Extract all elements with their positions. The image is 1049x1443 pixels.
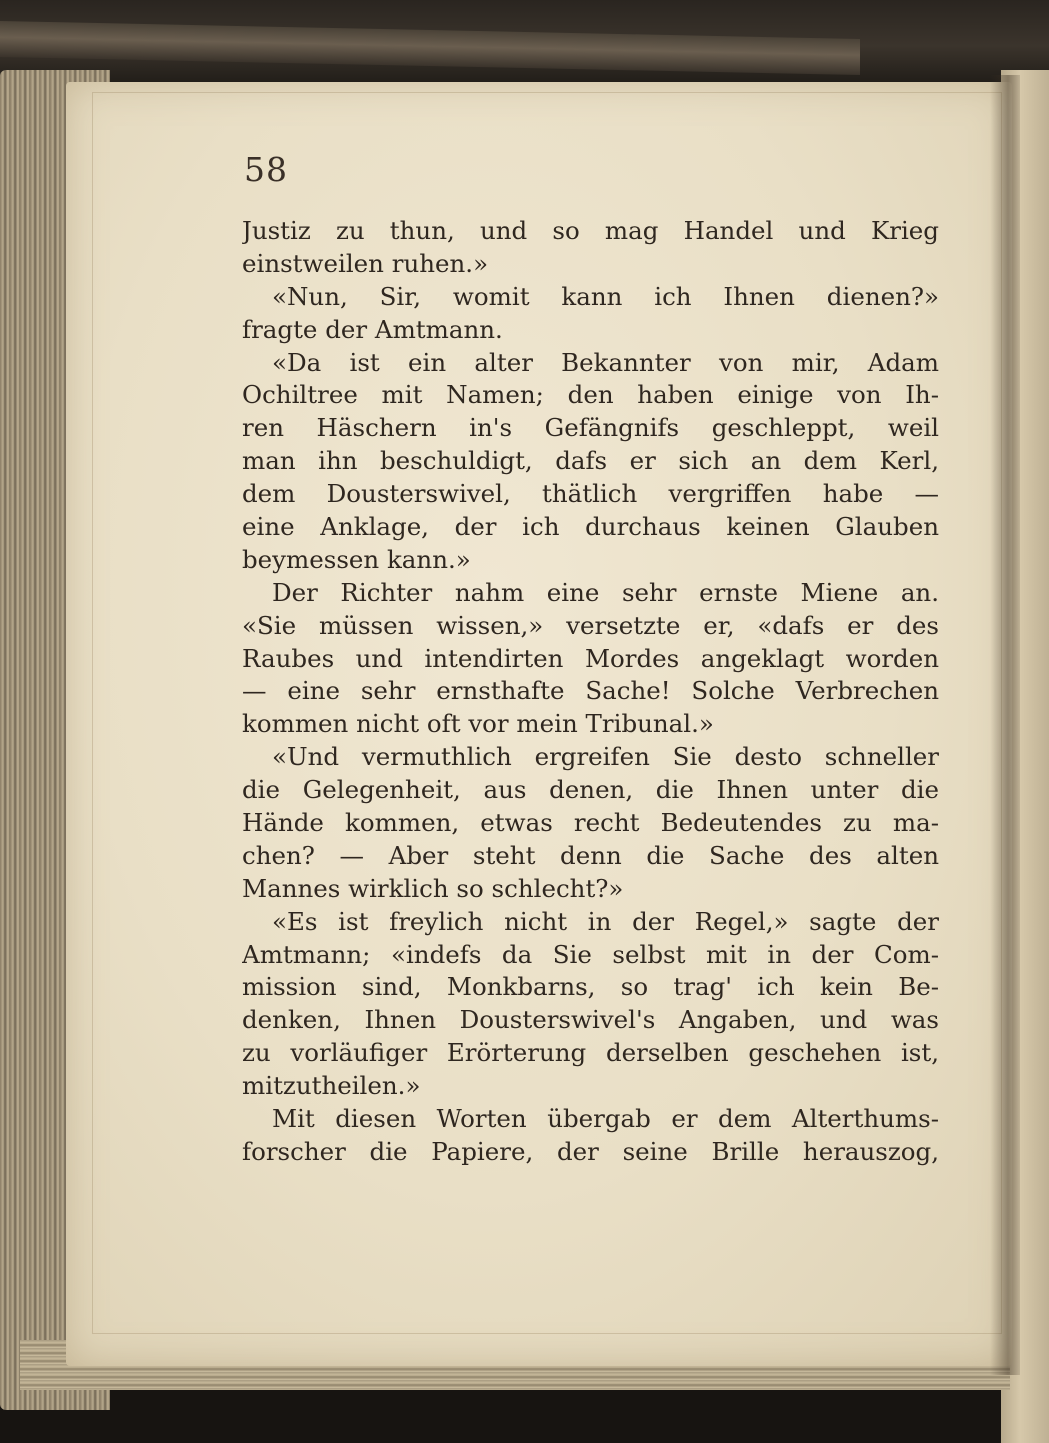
text-line: einstweilen ruhen.»	[242, 248, 489, 278]
text-line: «Es ist freylich nicht in der Regel,» sagte der	[272, 906, 939, 936]
text-line: «Da ist ein alter Bekannter von mir, Adam	[272, 347, 939, 377]
text-line: «Nun, Sir, womit kann ich Ihnen dienen?»	[272, 281, 939, 311]
text-line: — eine sehr ernsthafte Sache! Solche Verbrechen	[242, 676, 939, 706]
text-line: mission sind, Monkbarns, so trag' ich kein Be-	[242, 972, 939, 1002]
body-text	[242, 215, 939, 1169]
gutter-shadow	[990, 75, 1020, 1375]
text-line: «Und vermuthlich ergreifen Sie desto schneller	[272, 742, 939, 772]
text-line: Hände kommen, etwas recht Bedeutendes zu ma-	[242, 808, 939, 838]
text-line: Amtmann; «indefs da Sie selbst mit in der Com-	[242, 939, 939, 969]
text-line: fragte der Amtmann.	[242, 314, 503, 344]
text-line: Mit diesen Worten übergab er dem Alterthums-	[272, 1104, 939, 1134]
text-line: kommen nicht oft vor mein Tribunal.»	[242, 709, 714, 739]
text-line: dem Dousterswivel, thätlich vergriffen habe —	[242, 479, 939, 509]
text-line: chen? — Aber steht denn die Sache des alten	[242, 840, 939, 870]
text-line: Der Richter nahm eine sehr ernste Miene an.	[272, 577, 939, 607]
text-line: «Sie müssen wissen,» versetzte er, «dafs er des	[242, 610, 939, 640]
text-line: Ochiltree mit Namen; den haben einige von Ih-	[242, 380, 939, 410]
text-line: eine Anklage, der ich durchaus keinen Glauben	[242, 512, 939, 542]
text-line: beymessen kann.»	[242, 544, 471, 574]
text-line: man ihn beschuldigt, dafs er sich an dem Kerl,	[242, 446, 939, 476]
text-line: Justiz zu thun, und so mag Handel und Krieg	[242, 216, 939, 245]
text-line: mitzutheilen.»	[242, 1071, 421, 1101]
page-number: 58	[244, 150, 288, 189]
text-line: die Gelegenheit, aus denen, die Ihnen unter die	[242, 775, 939, 805]
text-line: denken, Ihnen Dousterswivel's Angaben, und was	[242, 1005, 939, 1035]
text-line: Mannes wirklich so schlecht?»	[242, 873, 624, 903]
text-line: Raubes und intendirten Mordes angeklagt worden	[242, 643, 939, 673]
text-line: forscher die Papiere, der seine Brille herauszog,	[242, 1136, 939, 1166]
text-line: ren Häschern in's Gefängnifs geschleppt, weil	[242, 413, 939, 443]
text-line: zu vorläufiger Erörterung derselben geschehen ist,	[242, 1038, 939, 1068]
